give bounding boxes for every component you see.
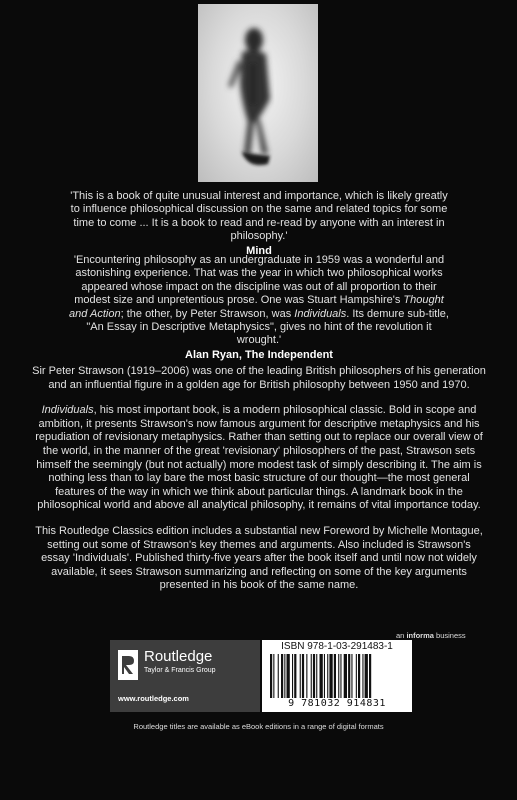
barcode-bar bbox=[300, 654, 301, 698]
barcode-graphic bbox=[270, 654, 404, 698]
publisher-name: Routledge bbox=[144, 648, 213, 665]
isbn-label: ISBN 978-1-03-291483-1 bbox=[281, 641, 393, 652]
blurb-body bbox=[32, 365, 486, 605]
barcode-bar bbox=[292, 654, 293, 698]
barcode-bar bbox=[327, 654, 328, 698]
informa-business-label: an informa business bbox=[396, 631, 466, 640]
barcode-bar bbox=[273, 654, 274, 698]
barcode-bar bbox=[358, 654, 360, 698]
author-bio-paragraph: Sir Peter Strawson (1919–2006) was one of the leading British philosophers of his generation and an influential figure in a golden age for British philosophy between 1950 and 1970. bbox=[32, 365, 486, 391]
barcode-bar bbox=[284, 654, 285, 698]
quote-text-part: . Its demure sub-title, "An Essay in Descriptive Metaphysics", gives no hint of the revolution it wrought.' bbox=[86, 307, 449, 347]
barcode-bar bbox=[340, 654, 341, 698]
routledge-logo-icon bbox=[118, 650, 138, 680]
barcode-bar bbox=[281, 654, 283, 698]
barcode-bar bbox=[334, 654, 336, 698]
barcode-bar bbox=[306, 654, 307, 698]
book-title-italic: Individuals bbox=[294, 307, 347, 320]
barcode-bar bbox=[344, 654, 347, 698]
isbn-barcode-box bbox=[262, 640, 412, 712]
barcode-bar bbox=[302, 654, 304, 698]
barcode-bar bbox=[348, 654, 350, 698]
barcode-bar bbox=[320, 654, 323, 698]
quote-text: 'This is a book of quite unusual interest and importance, which is likely greatly to influence philosophical discussion on the same and related topics for some time to come ... It is a book to read and re-read by anyone with an interest in philosophy.' bbox=[70, 190, 448, 243]
barcode-bar bbox=[365, 654, 368, 698]
review-quote-independent bbox=[66, 254, 452, 362]
barcode-bar bbox=[329, 654, 332, 698]
book-description-paragraph bbox=[32, 404, 486, 513]
quote-source: Alan Ryan, The Independent bbox=[185, 348, 333, 361]
informa-brand: informa bbox=[406, 631, 434, 640]
barcode-bar bbox=[287, 654, 290, 698]
quote-text-part: 'Encountering philosophy as an undergraduate in 1959 was a wonderful and astonishing experience. That was the year in which two philosophical works appeared whose impact on the discipline was out of all proportion to their modest size and unpretentious prose. One was Stuart Hampshire's bbox=[73, 254, 445, 307]
barcode-bar bbox=[338, 654, 339, 698]
ebook-availability-note: Routledge titles are available as eBook editions in a range of digital formats bbox=[133, 722, 384, 731]
cover-photo bbox=[198, 4, 318, 182]
barcode-bar bbox=[324, 654, 325, 698]
publisher-group: Taylor & Francis Group bbox=[144, 667, 216, 674]
blurred-figure-image bbox=[198, 4, 318, 182]
barcode-bar bbox=[351, 654, 352, 698]
barcode-bar bbox=[313, 654, 315, 698]
quote-source: Mind bbox=[246, 244, 272, 257]
barcode-bar bbox=[270, 654, 272, 698]
publisher-url: www.routledge.com bbox=[118, 694, 189, 703]
barcode-bar bbox=[311, 654, 312, 698]
barcode-bar bbox=[278, 654, 279, 698]
review-quote-mind bbox=[66, 190, 452, 258]
ean-digits: 9 781032 914831 bbox=[288, 698, 386, 709]
edition-note-paragraph: This Routledge Classics edition includes a substantial new Foreword by Michelle Montague, setting out some of Strawson's key themes and arguments. Also included is Strawson's essay 'Individuals'. Published thirty-five years after the book itself and until now not widely available, it sees Strawson summarizing and reflecting on some of the key arguments presented in his book of the same name. bbox=[35, 524, 483, 592]
publisher-box bbox=[110, 640, 260, 712]
quote-text-part: ; the other, by Peter Strawson, was bbox=[120, 307, 295, 320]
paragraph-text: , his most important book, is a modern philosophical classic. Bold in scope and ambition, it presents Strawson's now famous argument for descriptive metaphysics and his repudiation of revisionary metaphysics. Rather than setting out to replace our overall view of the world, in the manner of the great 'revisionary' philosophers of the past, Strawson sets himself the seemingly (but not actually) more modest task of simply describing it. The aim is nothing less than to lay bare the most basic structure of our thought—the most general features of the way in which we think about particular things. A landmark book in the philosophical world and above all analytical philosophy, it remains of vital importance today. bbox=[35, 404, 483, 512]
barcode-bar bbox=[294, 654, 296, 698]
barcode-bar bbox=[362, 654, 363, 698]
barcode-bar bbox=[316, 654, 317, 698]
barcode-bar bbox=[369, 654, 371, 698]
book-title-italic: Individuals bbox=[41, 404, 94, 417]
barcode-bar bbox=[356, 654, 357, 698]
book-title-italic: Thought and Action bbox=[69, 294, 444, 320]
